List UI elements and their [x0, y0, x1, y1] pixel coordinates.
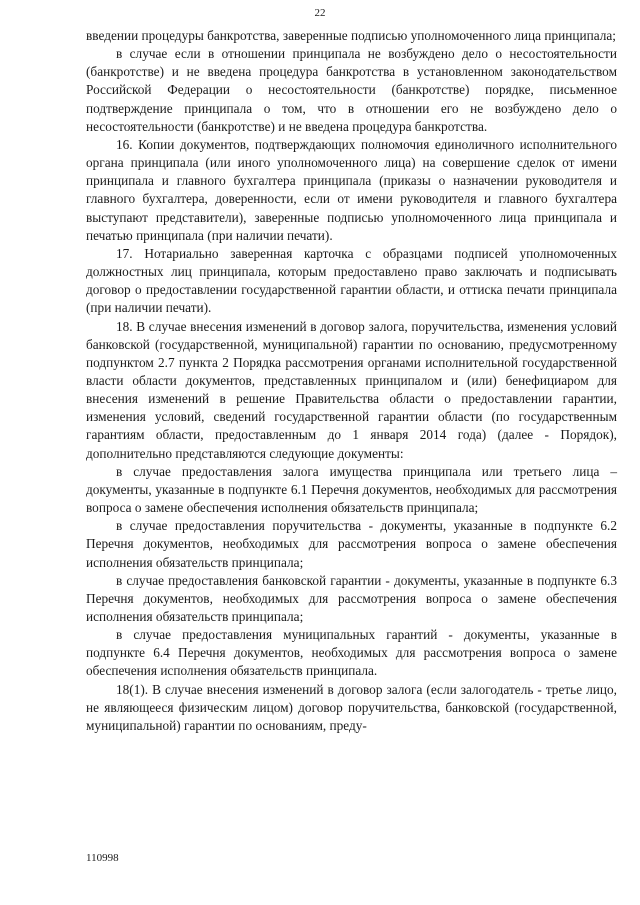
paragraph-municipal-guarantee: в случае предоставления муниципальных гарантий - документы, указанные в подпункте 6.4 Перечня документов, необходимых для рассмотрения вопроса о замене обеспечения исполнения обязательств принципала. [86, 627, 617, 679]
paragraph-item-16: 16. Копии документов, подтверждающих полномочия единоличного исполнительного органа принципала (или иного уполномоченного лица) на совершение сделок от имени принципала и главного бухгалтера принципала (приказы о назначении руководителя и главного бухгалтера, доверенности, если от имени руководителя и главного бухгалтера выступают представители), заверенные подписью уполномоченного лица принципала и печатью принципала (при наличии печати). [86, 136, 617, 243]
paragraph-no-bankruptcy: в случае если в отношении принципала не возбуждено дело о несостоятельности (банкротстве) и не введена процедура банкротства в установленном законодательством Российской Федерации о несостоятельности (банкротстве) порядке, письменное подтверждение принципала о том, что в отношении его не возбуждено дело о несостоятельности (банкротстве) и не введена процедура банкротства. [86, 46, 617, 134]
paragraph-item-18-1: 18(1). В случае внесения изменений в договор залога (если залогодатель - третье лицо, не являющееся физическим лицом) договор поручительства, банковской (государственной, муниципальной) гарантии по основаниям, преду- [86, 681, 617, 733]
paragraph-item-17: 17. Нотариально заверенная карточка с образцами подписей уполномоченных должностных лиц принципала, которым предоставлено право заключать и подписывать договор о предоставлении государственной гарантии области, и оттиска печати принципала (при наличии печати). [86, 245, 617, 316]
paragraph-pledge: в случае предоставления залога имущества принципала или третьего лица – документы, указанные в подпункте 6.1 Перечня документов, необходимых для рассмотрения вопроса о замене обеспечения исполнения обязательств принципала; [86, 463, 617, 516]
page-number: 22 [314, 7, 326, 19]
document-body [86, 27, 617, 735]
document-code: 110998 [86, 852, 119, 864]
paragraph-item-18: 18. В случае внесения изменений в договор залога, поручительства, изменения условий банковской (государственной, муниципальной) гарантии по основанию, предусмотренному подпунктом 2.7 пункта 2 Порядка рассмотрения органами исполнительной государственной власти области документов, представленных принципалом и (или) бенефициаром для внесения изменений в решение Правительства области о предоставлении гарантии, изменения условий, сведений государственной гарантии области (по государственным гарантиям области, предоставленным до 1 января 2014 года) (далее - Порядок), дополнительно представляются следующие документы: [86, 318, 617, 461]
paragraph-surety: в случае предоставления поручительства - документы, указанные в подпункте 6.2 Перечня документов, необходимых для рассмотрения вопроса о замене обеспечения исполнения обязательств принципала; [86, 518, 617, 570]
paragraph-bank-guarantee: в случае предоставления банковской гарантии - документы, указанные в подпункте 6.3 Перечня документов, необходимых для рассмотрения вопроса о замене обеспечения исполнения обязательств принципала; [86, 572, 617, 624]
paragraph-continuation: введении процедуры банкротства, заверенные подписью уполномоченного лица принципала; [86, 28, 616, 43]
